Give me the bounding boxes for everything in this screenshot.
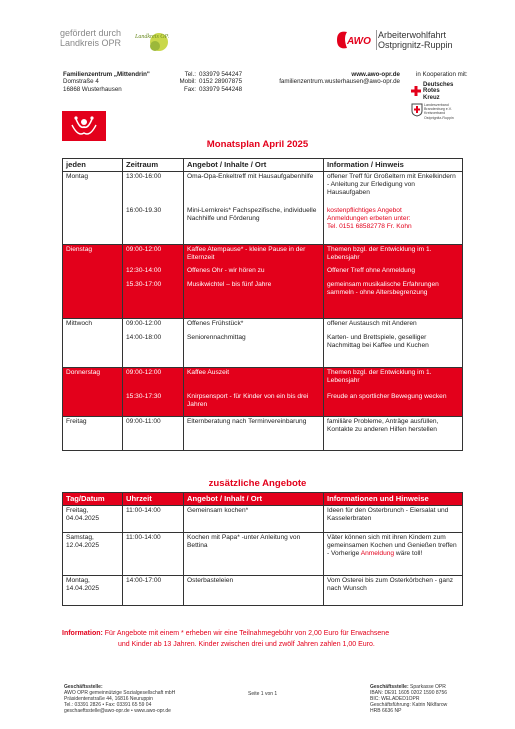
extra-offers-table (62, 492, 463, 606)
drk-small-4: Ostprignitz-Ruppin (424, 115, 454, 120)
funding-note (60, 28, 121, 48)
col-header-day: jeden (63, 159, 123, 172)
info-text: offener Treff für Großeltern mit Enkelkindern - Anleitung zur Erledigung von Hausaufgaben (327, 173, 456, 196)
date-cell: Freitag, 04.04.2025 (63, 506, 123, 533)
time-slot: 09:00-12:00 (126, 320, 162, 327)
offer-cell: Gemeinsam kochen* (184, 506, 324, 533)
funded-line2: Landkreis OPR (60, 38, 122, 48)
contact-values (199, 71, 242, 93)
date-cell: Montag, 14.04.2025 (63, 576, 123, 606)
table-row (63, 576, 463, 606)
info-cell: Vom Osterei bis zum Osterkörbchen - ganz nach Wunsch (324, 576, 463, 606)
fax-number: 033979 544248 (199, 85, 243, 93)
web-contact (258, 71, 400, 86)
info-text: Themen bzgl. der Entwicklung im 1. Lebensjahr (327, 369, 432, 384)
offer-text: Kaffee Atempause* - kleine Pause in der Elternzeit (187, 246, 306, 261)
tel-label: Tel.: (184, 71, 196, 78)
col-header-info: Information / Hinweis (324, 159, 463, 172)
footer-right (370, 684, 447, 714)
table-row-friday (63, 417, 463, 451)
information-label: Information: (62, 630, 103, 637)
info-text: Väter können sich mit ihren Kindern zum gemeinsamen Kochen und Genießen treffen - Vorherige (327, 534, 457, 557)
footer-left (64, 684, 175, 714)
mobil-label: Mobil: (179, 78, 196, 86)
time-slot: 12:30-14:00 (126, 266, 162, 274)
day-cell: Montag (63, 172, 123, 245)
offer-text: Musikwichtel – bis fünf Jahre (187, 281, 272, 288)
monthly-plan-table (62, 158, 463, 451)
time-cell (123, 245, 184, 319)
time-cell: 11:00-14:00 (123, 506, 184, 533)
col-header-time: Uhrzeit (123, 493, 184, 506)
contact-labels (172, 71, 196, 93)
footer-bank: Sparkasse OPR (410, 684, 446, 690)
footer-right-line: BIC: WELADED1OPR (370, 696, 420, 702)
website-link[interactable]: www.awo-opr.de (351, 71, 400, 78)
offer-cell: Elternberatung nach Terminvereinbarung (184, 417, 324, 451)
offer-cell (184, 172, 324, 245)
time-slot: 16:00-19.30 (126, 206, 162, 214)
time-cell: 14:00-17:00 (123, 576, 184, 606)
fax-label: Fax: (183, 85, 196, 93)
time-slot: 15:30-17:30 (126, 392, 162, 400)
info-cell (324, 245, 463, 319)
table-row (63, 533, 463, 576)
info-cell (324, 533, 463, 576)
info-text: Offener Treff ohne Anmeldung (327, 267, 416, 274)
offer-text: Knirpsensport - für Kinder von ein bis drei Jahren (187, 393, 309, 408)
awo-name (378, 30, 453, 50)
footer-right-line: IBAN: DE91 1605 0202 1590 8756 (370, 690, 448, 696)
offer-cell: Kochen mit Papa* -unter Anleitung von Bettina (184, 533, 324, 576)
info-cell (324, 319, 463, 368)
offer-cell: Osterbasteleien (184, 576, 324, 606)
footer-left-line[interactable]: geschaeftsstelle@awo-opr.de • www.awo-opr.de (64, 708, 171, 714)
info-text: gemeinsam musikalische Erfahrungen sammeln - ohne Altersbegrenzung (327, 281, 439, 296)
time-cell (123, 319, 184, 368)
plan-title: Monatsplan April 2025 (206, 139, 309, 150)
offer-cell (184, 245, 324, 319)
funded-line1: gefördert durch (60, 28, 122, 38)
address-block (63, 71, 150, 93)
info-text: offener Austausch mit Anderen (327, 320, 417, 327)
information-line1: Für Angebote mit einem * erheben wir eine Teilnahmegebühr von 2,00 Euro für Erwachsene (104, 630, 390, 637)
email-link[interactable]: familienzentrum.wusterhausen@awo-opr.de (279, 78, 400, 86)
page-number: Seite 1 von 1 (248, 691, 278, 697)
day-cell: Mittwoch (63, 319, 123, 368)
col-header-time: Zeitraum (123, 159, 184, 172)
table-row (63, 506, 463, 533)
info-cell: familiäre Probleme, Anträge ausfüllen, Kontakte zu anderen Hilfen herstellen (324, 417, 463, 451)
info-text[interactable]: Tel. 0151 68582778 Fr. Kohn (327, 222, 412, 230)
info-text: Themen bzgl. der Entwicklung im 1. Lebensjahr (327, 246, 432, 261)
day-cell: Freitag (63, 417, 123, 451)
info-text: Anmeldungen erbeten unter: (327, 214, 411, 222)
time-cell (123, 368, 184, 417)
info-cell (324, 172, 463, 245)
city: 16868 Wusterhausen (63, 85, 122, 93)
footer-right-title: Geschäftsstelle: (370, 684, 409, 690)
footer-left-title: Geschäftsstelle: (64, 684, 103, 690)
awo-logo-text: AWO (347, 36, 371, 47)
footer-left-line: Präsidentenstraße 44, 16816 Neuruppin (64, 696, 153, 702)
landkreis-logo (133, 28, 169, 54)
info-cell: Ideen für den Osterbrunch - Eiersalat und Kasselerbraten (324, 506, 463, 533)
offer-text: Offenes Ohr - wir hören zu (187, 267, 265, 274)
time-cell (123, 172, 184, 245)
awo-name-line2: Ostprignitz-Ruppin (378, 40, 453, 50)
red-cross-icon (411, 83, 421, 93)
col-header-info: Informationen und Hinweise (324, 493, 463, 506)
table-row-tuesday (63, 245, 463, 319)
offer-text: Oma-Opa-Enkeltreff mit Hausaufgabenhilfe (187, 173, 314, 180)
drk-line1: Deutsches (423, 82, 454, 88)
offer-text: Kaffee Auszeit (187, 369, 230, 376)
awo-logo (333, 28, 373, 52)
table-row-wednesday (63, 319, 463, 368)
tel-number[interactable]: 033979 544247 (199, 71, 243, 78)
street: Domstraße 4 (63, 78, 99, 86)
cooperation-label: in Kooperation mit: (416, 71, 468, 78)
info-text: wäre toll! (394, 549, 423, 557)
time-slot: 15.30-17:00 (126, 280, 162, 288)
table-header-row (63, 159, 463, 172)
day-cell: Donnerstag (63, 368, 123, 417)
information-line2: und Kinder ab 13 Jahren. Kinder zwischen drei und zwölf Jahren zahlen 1,00 Euro. (118, 640, 375, 648)
info-cell (324, 368, 463, 417)
footer-left-line: Tel.: 03391 2826 • Fax: 03391 65 59 04 (64, 702, 152, 708)
registration-highlight: Anmeldung (360, 549, 395, 557)
footer-right-line: HRB 6636 NP (370, 708, 402, 714)
drk-small-3: Kreisverband (424, 111, 446, 116)
drk-name (423, 82, 453, 101)
info-text: kostenpflichtiges Angebot (327, 207, 402, 214)
footer-left-line: AWO OPR gemeinnützige Sozialgesellschaft mbH (64, 690, 176, 696)
awo-divider (376, 30, 377, 50)
time-slot: 09:00-12:00 (126, 246, 162, 253)
drk-small (424, 103, 454, 120)
drk-small-1: Landesverband (424, 103, 449, 107)
mobil-number[interactable]: 0152 28907875 (199, 78, 243, 86)
drk-line2: Rotes (423, 88, 440, 95)
time-slot: 09:00-12:00 (126, 369, 162, 376)
info-text: Karten- und Brettspiele, geselliger Nachmittag bei Kaffee und Kuchen (327, 334, 429, 349)
col-header-date: Tag/Datum (63, 493, 123, 506)
extra-title: zusätzliche Angebote (208, 478, 307, 489)
table-header-row (63, 493, 463, 506)
date-cell: Samstag, 12.04.2025 (63, 533, 123, 576)
col-header-offer: Angebot / Inhalt / Ort (184, 493, 324, 506)
center-name: Familienzentrum „Mittendrin" (63, 71, 150, 78)
table-row-thursday (63, 368, 463, 417)
table-row-monday (63, 172, 463, 245)
drk-line3: Kreuz (423, 94, 440, 101)
offer-text: Mini-Lernkreis* Fachspezifische, individuelle Nachhilfe und Förderung (187, 207, 317, 222)
col-header-offer: Angebot / Inhalte / Ort (184, 159, 324, 172)
family-center-logo-icon (62, 111, 106, 141)
offer-cell (184, 319, 324, 368)
time-slot: 13:00-16:00 (126, 173, 162, 180)
time-cell: 09:00-11:00 (123, 417, 184, 451)
drk-small-2: Brandenburg e.V. (424, 107, 452, 112)
footer-right-line: Geschäftsführung: Katrin Niklfarow (370, 702, 448, 708)
info-text: Freude an sportlicher Bewegung wecken (327, 393, 447, 400)
awo-name-line1: Arbeiterwohlfahrt (378, 30, 447, 40)
drk-emblem-icon (411, 103, 423, 117)
information-note (62, 629, 482, 650)
offer-text: Seniorennachmittag (187, 334, 246, 341)
time-cell: 11:00-14:00 (123, 533, 184, 576)
day-cell: Dienstag (63, 245, 123, 319)
time-slot: 14:00-18:00 (126, 333, 162, 341)
offer-cell (184, 368, 324, 417)
offer-text: Offenes Frühstück* (187, 320, 244, 327)
landkreis-logo-text: Landkreis OPR (135, 34, 169, 40)
